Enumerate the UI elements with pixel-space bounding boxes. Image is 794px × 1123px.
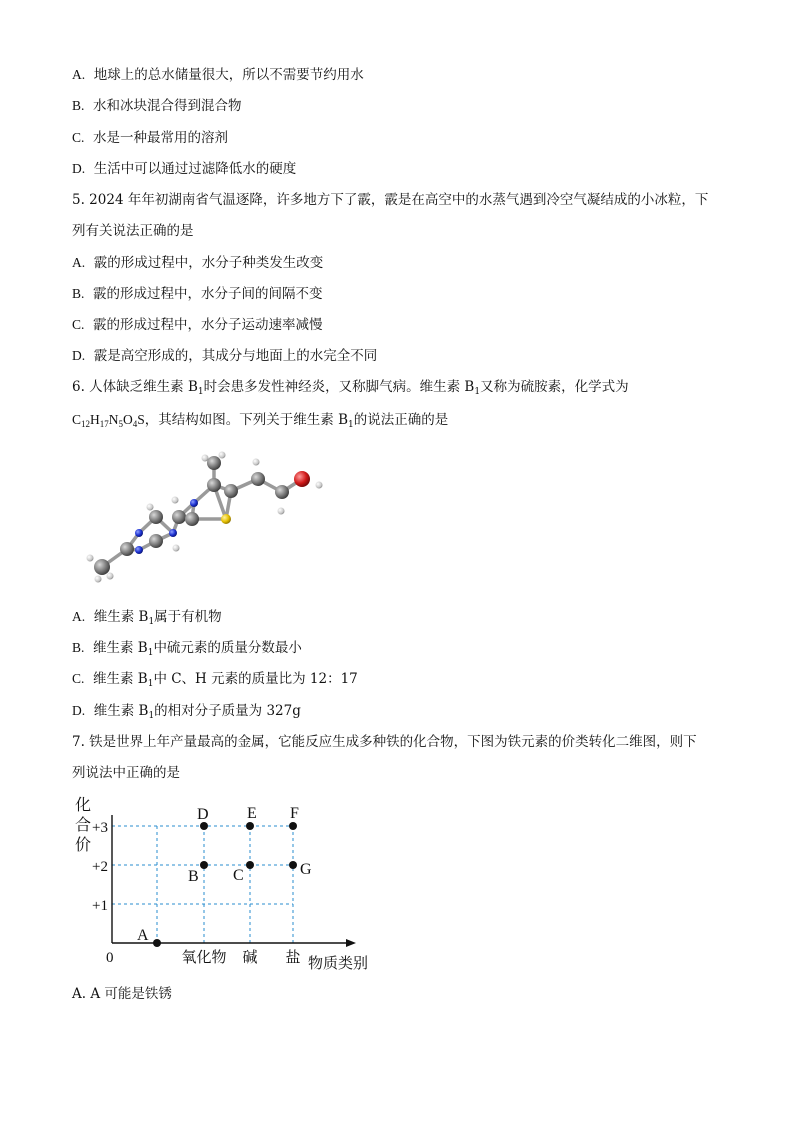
iron-valence-category-chart xyxy=(66,790,396,980)
chart-points xyxy=(137,805,312,947)
x-axis-arrow xyxy=(346,939,356,947)
data-point-D xyxy=(200,822,208,830)
data-point-label-B: B xyxy=(188,868,199,885)
data-point-E xyxy=(246,822,254,830)
y-tick-label: +2 xyxy=(92,859,108,875)
chemical-formula: $C_{12}H_{17}N_5O_4S$ xyxy=(72,412,145,429)
y-axis-label-char: 合 xyxy=(75,817,92,834)
q4-option-b: B. 水和冰块混合得到混合物 xyxy=(72,98,242,114)
x-tick-label: 氧化物 xyxy=(181,950,227,966)
q5-stem-line2: 列有关说法正确的是 xyxy=(72,223,194,239)
data-point-A xyxy=(153,939,161,947)
data-point-C xyxy=(246,861,254,869)
q5-option-a: A. 霰的形成过程中，水分子种类发生改变 xyxy=(72,255,324,271)
x-tick-label: 碱 xyxy=(242,950,258,966)
q4-option-a: A. 地球上的总水储量很大，所以不需要节约用水 xyxy=(72,67,364,83)
q4-option-c: C. 水是一种最常用的溶剂 xyxy=(72,130,228,146)
data-point-label-A: A xyxy=(137,927,149,944)
chart-grid xyxy=(112,826,293,943)
data-point-label-D: D xyxy=(197,806,209,823)
q6-stem-line1: 6. 人体缺乏维生素 $B_1$时会患多发性神经炎，又称脚气病。维生素 $B_1$又称为硫胺素，化学式为 xyxy=(72,379,629,397)
q4-option-d: D. 生活中可以通过过滤降低水的硬度 xyxy=(72,161,297,177)
q6-stem-line2: $C_{12}H_{17}N_5O_4S$，其结构如图。下列关于维生素 $B_1$的说法正确的是 xyxy=(72,412,449,430)
data-point-label-E: E xyxy=(247,805,257,822)
y-axis-label-char: 价 xyxy=(75,837,92,854)
y-tick-label: +1 xyxy=(92,898,108,914)
y-axis-label-char: 化 xyxy=(75,797,92,814)
q5-stem-line1: 5. 2024 年年初湖南省气温逐降，许多地方下了霰，霰是在高空中的水蒸气遇到冷空气凝结成的小冰粒，下 xyxy=(72,192,709,208)
q6-option-a: A. 维生素 $B_1$属于有机物 xyxy=(72,609,222,627)
data-point-label-F: F xyxy=(290,805,299,822)
vitamin-b1-molecule-model xyxy=(72,440,342,590)
q6-option-b: B. 维生素 $B_1$中硫元素的质量分数最小 xyxy=(72,640,302,658)
data-point-G xyxy=(289,861,297,869)
q7-option-a: A. A 可能是铁锈 xyxy=(72,986,172,1002)
q7-stem-line1: 7. 铁是世界上年产量最高的金属，它能反应生成多种铁的化合物，下图为铁元素的价类转化二维图，则下 xyxy=(72,734,697,750)
q6-option-c: C. 维生素 $B_1$中 C、H 元素的质量比为 12：17 xyxy=(72,671,358,689)
y-tick-label: +3 xyxy=(92,820,108,836)
data-point-B xyxy=(200,861,208,869)
q5-option-c: C. 霰的形成过程中，水分子运动速率减慢 xyxy=(72,317,323,333)
q7-stem-line2: 列说法中正确的是 xyxy=(72,765,180,781)
q5-option-b: B. 霰的形成过程中，水分子间的间隔不变 xyxy=(72,286,323,302)
data-point-label-G: G xyxy=(300,861,312,878)
chart-labels xyxy=(75,796,368,972)
q5-option-d: D. 霰是高空形成的，其成分与地面上的水完全不同 xyxy=(72,348,378,364)
data-point-label-C: C xyxy=(233,867,244,884)
data-point-F xyxy=(289,822,297,830)
molecule-atoms xyxy=(87,452,323,583)
x-axis-label: 物质类别 xyxy=(308,956,369,972)
x-tick-label: 盐 xyxy=(285,950,301,966)
origin-label: 0 xyxy=(106,950,114,966)
q6-option-d: D. 维生素 $B_1$的相对分子质量为 327g xyxy=(72,703,301,721)
